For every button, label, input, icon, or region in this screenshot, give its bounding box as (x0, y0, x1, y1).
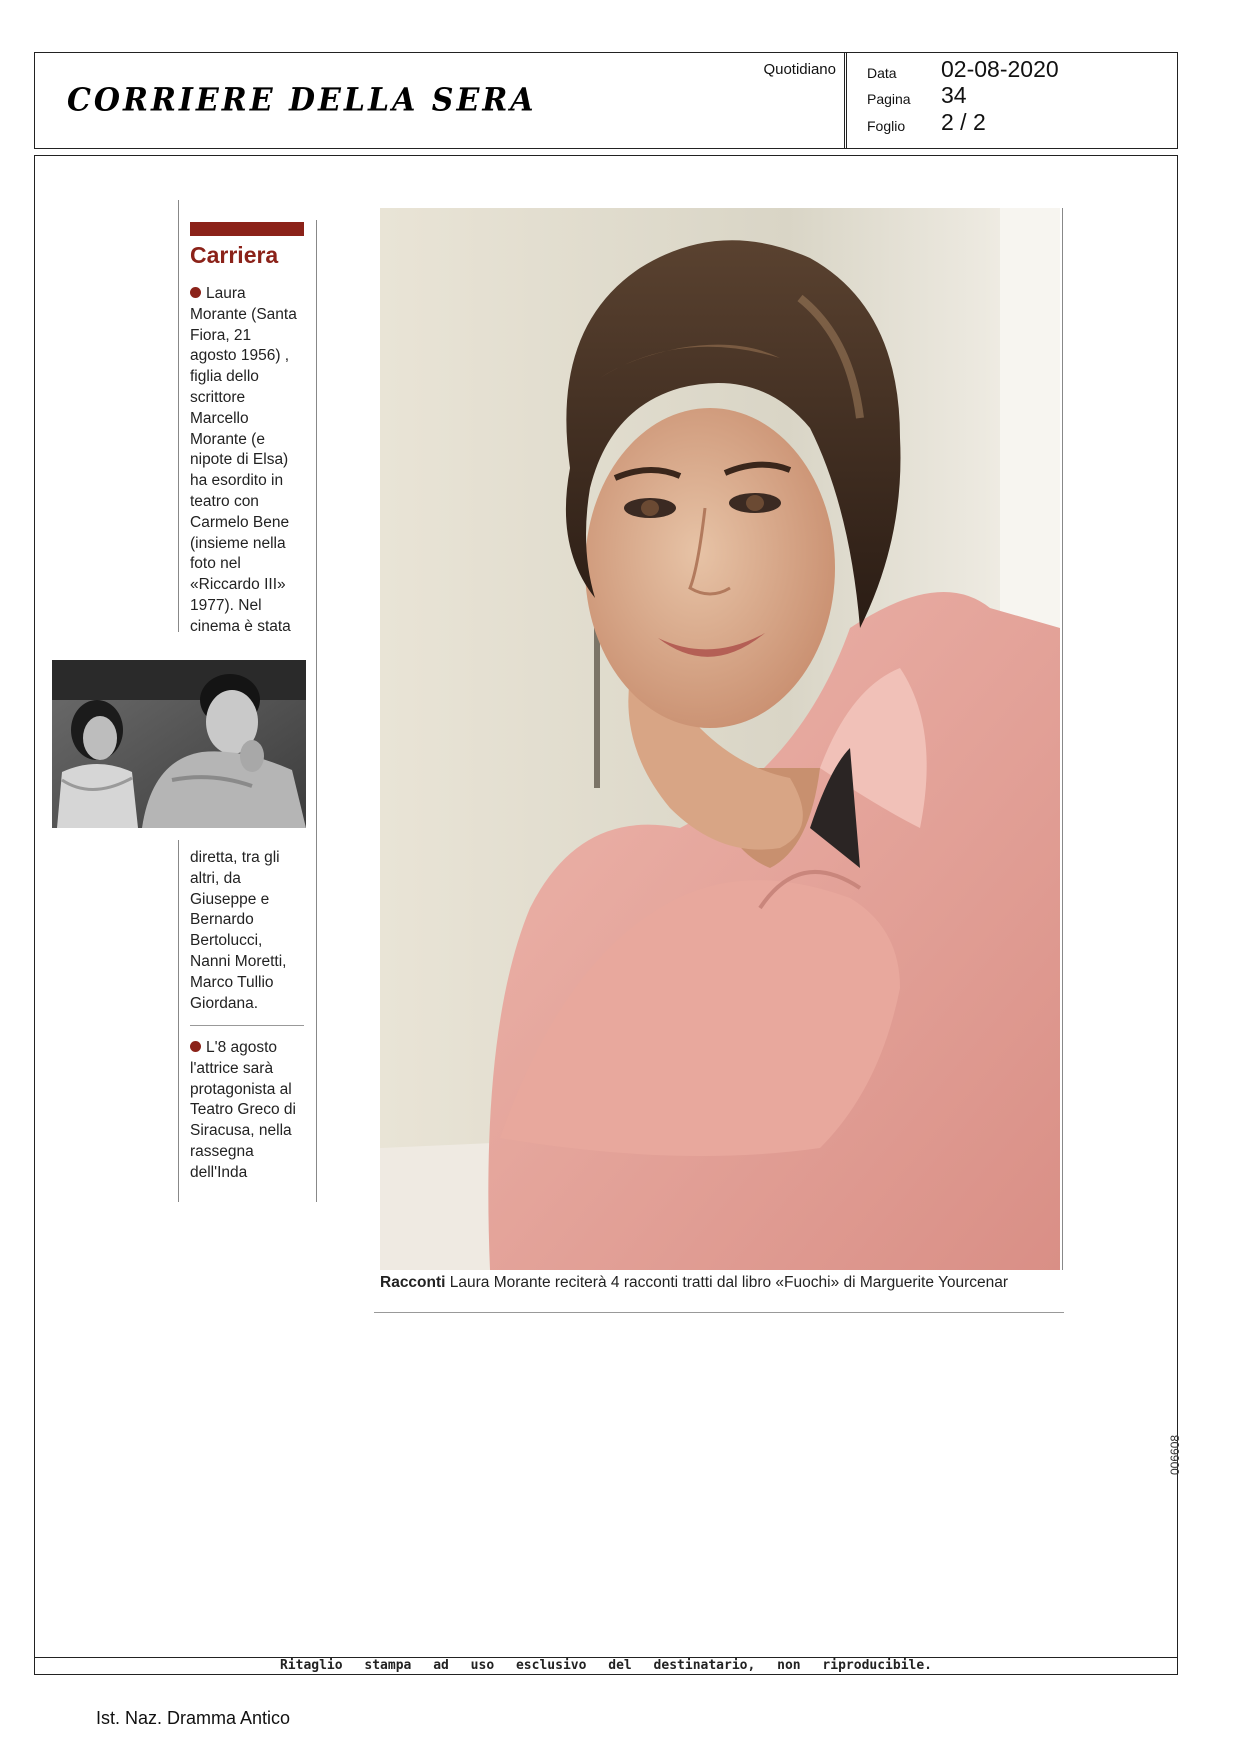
owner-label: Ist. Naz. Dramma Antico (96, 1708, 291, 1728)
sidebar-line-text: Carmelo Bene (190, 513, 290, 531)
sidebar-line-text: figlia dello (190, 368, 259, 386)
sidebar-left-rule-top (178, 200, 179, 632)
sidebar-line-text: l'attrice sarà (190, 1059, 274, 1077)
sidebar-line (190, 326, 312, 347)
sidebar-line (190, 617, 312, 638)
page-label: Pagina (867, 91, 911, 107)
bw-stage-photo (52, 660, 306, 828)
sidebar-line (190, 575, 312, 596)
sidebar-paragraph-2 (190, 1038, 312, 1184)
meta-sheet-row (867, 110, 1167, 136)
masthead: CORRIERE DELLA SERA (67, 82, 537, 119)
sidebar-left-rule-bottom (178, 840, 179, 1202)
sidebar-line-text: Marcello (190, 409, 249, 427)
sidebar-line (190, 450, 312, 471)
sidebar-line-text: foto nel (190, 555, 241, 573)
sidebar-line (190, 305, 312, 326)
sidebar-line (190, 284, 312, 305)
sidebar-line (190, 973, 312, 994)
sidebar-line (190, 1059, 312, 1080)
sidebar-line (190, 346, 312, 367)
sidebar-line (190, 513, 312, 534)
caption-rule (374, 1312, 1064, 1313)
sidebar-line-text: L'8 agosto (206, 1039, 278, 1056)
sidebar-accent-bar (190, 222, 304, 236)
sidebar-line-text: «Riccardo III» (190, 576, 286, 594)
bullet-icon (190, 1041, 201, 1052)
footer-notice: Ritaglio stampa ad uso esclusivo del destinatario, non riproducibile. (279, 1658, 933, 1673)
sidebar-line (190, 869, 312, 890)
date-value: 02-08-2020 (941, 56, 1059, 82)
sidebar-line-text: Siracusa, nella (190, 1122, 292, 1140)
sidebar-line (190, 952, 312, 973)
sidebar-line (190, 430, 312, 451)
sidebar-line-text: Giuseppe e (190, 890, 270, 908)
sidebar-line-text: Fiora, 21 (190, 326, 252, 344)
header-meta (867, 53, 1177, 148)
sidebar-line (190, 848, 312, 869)
sidebar-right-rule (316, 220, 317, 1202)
sidebar-line-text: diretta, tra gli (190, 849, 280, 866)
sidebar-line-text: Teatro Greco di (190, 1101, 296, 1119)
sidebar-line-text: Bernardo (190, 911, 254, 929)
sidebar-title: Carriera (190, 242, 279, 268)
sidebar-line-text: Marco Tullio (190, 973, 274, 991)
caption-lead: Racconti (380, 1274, 446, 1291)
sidebar-paragraph-1-continued (190, 848, 312, 1014)
sidebar-line (190, 1121, 312, 1142)
sidebar-line (190, 1142, 312, 1163)
sheet-label: Foglio (867, 118, 906, 134)
sidebar-line (190, 890, 312, 911)
sidebar-line-text: dell'Inda (190, 1163, 248, 1181)
main-portrait-photo (380, 208, 1060, 1270)
publication-type: Quotidiano (763, 61, 836, 78)
sidebar-line-text: ha esordito in (190, 472, 284, 490)
caption-text: Laura Morante reciterà 4 racconti tratti dal libro «Fuochi» di Marguerite Yourcenar (449, 1274, 1009, 1291)
sidebar-line (190, 1038, 312, 1059)
footer-box (34, 1657, 1178, 1675)
sidebar-line (190, 492, 312, 513)
bullet-icon (190, 287, 201, 298)
sidebar-line-text: scrittore (190, 388, 246, 406)
main-portrait-image (380, 208, 1060, 1270)
sidebar-line-text: Bertolucci, (190, 932, 263, 950)
sidebar-line-text: Giordana. (190, 994, 259, 1012)
sidebar-line-text: Nanni Moretti, (190, 952, 287, 970)
photo-right-rule (1062, 208, 1063, 1270)
photo-caption (380, 1274, 1008, 1292)
sidebar-line (190, 1100, 312, 1121)
sidebar-line-text: protagonista al (190, 1080, 292, 1098)
sidebar-line-text: nipote di Elsa) (190, 451, 289, 469)
meta-page-row (867, 83, 1167, 109)
sidebar-line (190, 994, 312, 1015)
sidebar-paragraph-1 (190, 284, 312, 638)
sidebar-line-text: teatro con (190, 492, 259, 510)
sidebar-line (190, 1080, 312, 1101)
sidebar-line (190, 1163, 312, 1184)
sidebar-line (190, 554, 312, 575)
sidebar-line-text: Morante (e (190, 430, 265, 448)
sidebar-line-text: rassegna (190, 1142, 254, 1160)
sidebar-line (190, 388, 312, 409)
sidebar-line (190, 910, 312, 931)
sidebar-line (190, 534, 312, 555)
side-code: 006608 (1168, 1434, 1182, 1475)
sheet-value: 2 / 2 (941, 109, 986, 135)
sidebar-line-text: Laura (206, 285, 246, 302)
sidebar-line-text: (insieme nella (190, 534, 286, 552)
sidebar-line-text: cinema è stata (190, 617, 291, 635)
sidebar-line (190, 471, 312, 492)
page-value: 34 (941, 82, 967, 108)
sidebar-separator (190, 1025, 304, 1026)
meta-date-row (867, 57, 1167, 83)
sidebar-line (190, 931, 312, 952)
sidebar-line-text: Morante (Santa (190, 305, 297, 323)
sidebar-line-text: 1977). Nel (190, 596, 262, 614)
sidebar-line (190, 367, 312, 388)
header-box (34, 52, 1178, 149)
sidebar-line-text: agosto 1956) , (190, 347, 290, 365)
sidebar-line (190, 596, 312, 617)
header-masthead-area (35, 53, 847, 148)
bw-stage-photo-image (52, 660, 306, 828)
sidebar-line (190, 409, 312, 430)
date-label: Data (867, 65, 897, 81)
sidebar-line-text: altri, da (190, 869, 241, 887)
